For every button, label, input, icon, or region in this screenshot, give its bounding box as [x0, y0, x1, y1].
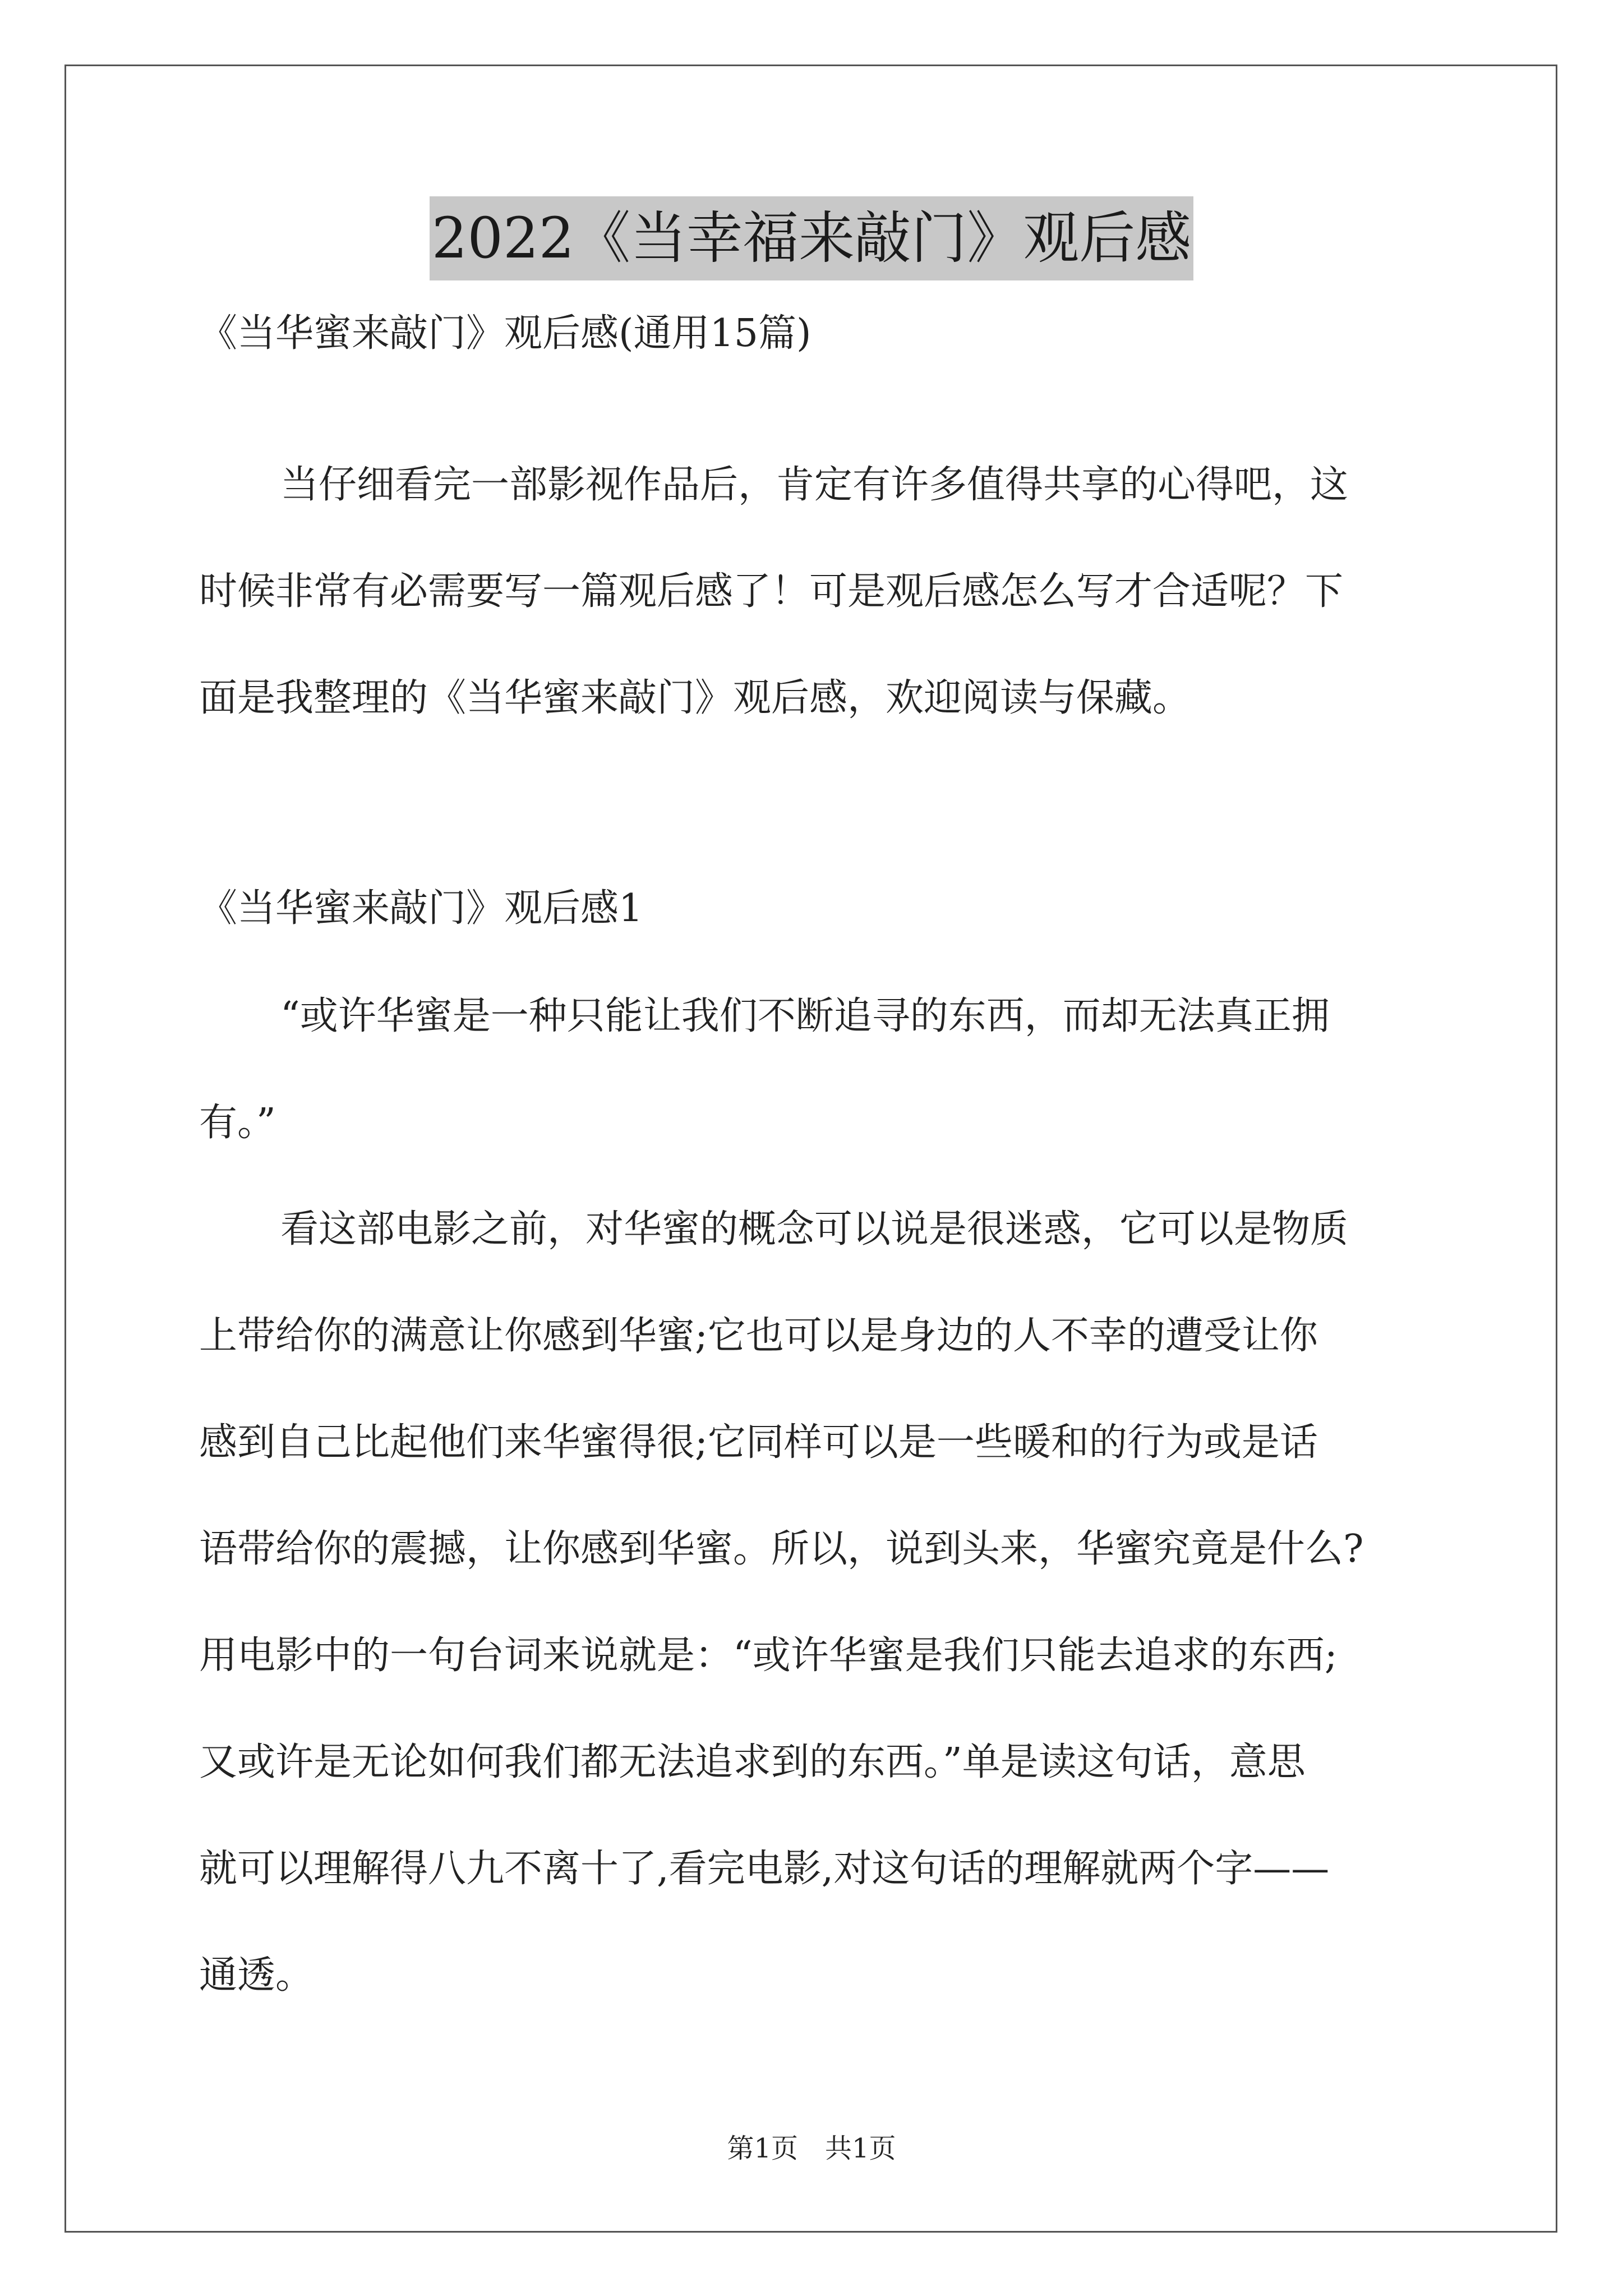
- quote-line-1: “或许华蜜是一种只能让我们不断追寻的东西，而却无法真正拥: [280, 994, 1330, 1038]
- quote-line-2: 有。”: [199, 1101, 276, 1145]
- body-line-1: 看这部电影之前，对华蜜的概念可以说是很迷惑，它可以是物质: [280, 1207, 1349, 1251]
- intro-line-1: 当仔细看完一部影视作品后，肯定有许多值得共享的心得吧，这: [280, 463, 1349, 507]
- page-footer: 第1页 共1页: [727, 2133, 896, 2164]
- document-title: 2022《当幸福来敲门》观后感: [430, 196, 1194, 280]
- body-line-8: 通透。: [199, 1953, 314, 1998]
- body-line-4: 语带给你的震撼，让你感到华蜜。所以，说到头来，华蜜究竟是什么?: [199, 1527, 1364, 1571]
- subtitle: 《当华蜜来敲门》观后感(通用15篇): [199, 311, 811, 356]
- body-line-2: 上带给你的满意让你感到华蜜;它也可以是身边的人不幸的遭受让你: [199, 1314, 1318, 1358]
- body-line-3: 感到自己比起他们来华蜜得很;它同样可以是一些暖和的行为或是话: [199, 1420, 1318, 1465]
- section-heading: 《当华蜜来敲门》观后感1: [199, 886, 643, 931]
- intro-line-3: 面是我整理的《当华蜜来敲门》观后感，欢迎阅读与保藏。: [199, 676, 1191, 720]
- body-line-7: 就可以理解得八九不离十了,看完电影,对这句话的理解就两个字——: [199, 1847, 1330, 1891]
- body-line-5: 用电影中的一句台词来说就是：“或许华蜜是我们只能去追求的东西;: [199, 1634, 1338, 1678]
- body-line-6: 又或许是无论如何我们都无法追求到的东西。”单是读这句话，意思: [199, 1740, 1306, 1784]
- title-container: [0, 196, 1623, 280]
- intro-line-2: 时候非常有必需要写一篇观后感了！可是观后感怎么写才合适呢？下: [199, 569, 1344, 614]
- page-border: [64, 65, 1557, 2233]
